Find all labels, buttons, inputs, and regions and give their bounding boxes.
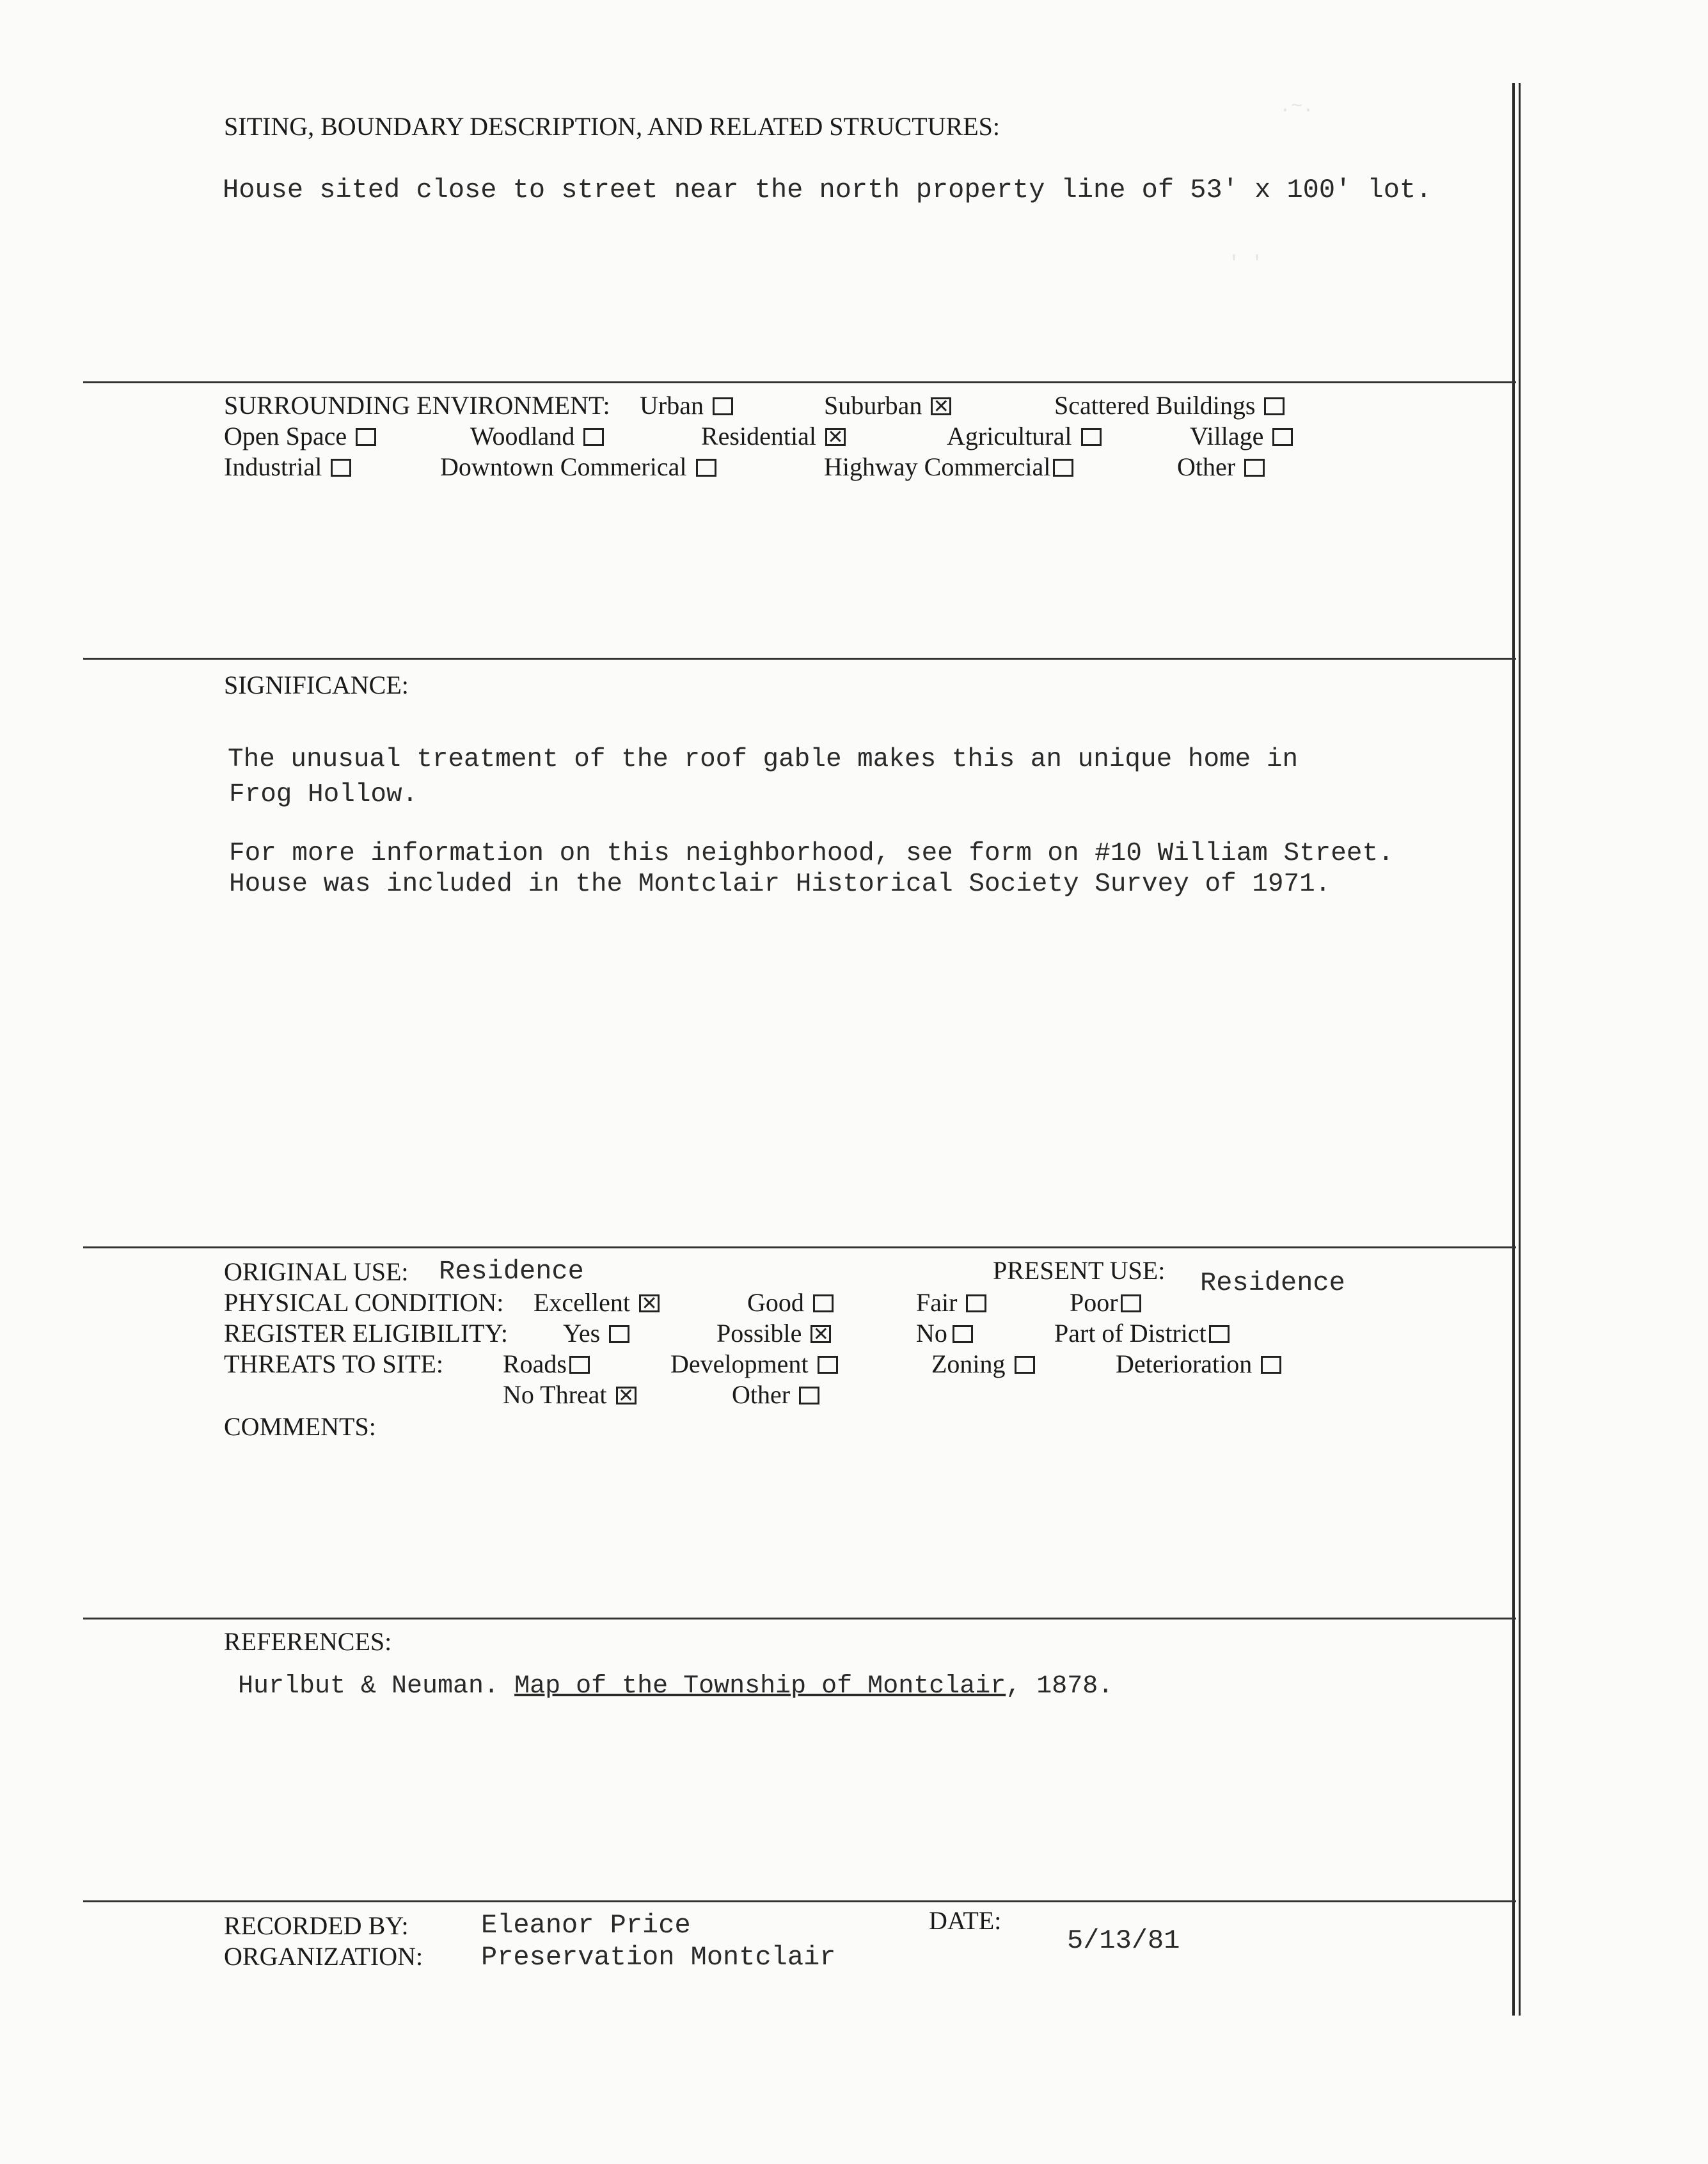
date-value: 5/13/81 [1067,1925,1180,1956]
recorded-by-label: RECORDED BY: [224,1911,409,1940]
option-industrial[interactable]: Industrial [224,454,351,480]
checkbox[interactable] [953,1325,973,1343]
checkbox[interactable] [813,1294,834,1312]
section-divider [83,381,1516,383]
section-divider [83,1246,1516,1248]
siting-text: House sited close to street near the north property line of 53' x 100' lot. [223,175,1432,205]
option-good[interactable]: Good [747,1290,834,1316]
physical-condition-label: PHYSICAL CONDITION: [224,1288,504,1317]
comments-label: COMMENTS: [224,1412,376,1441]
threats-label: THREATS TO SITE: [224,1349,443,1378]
organization-value: Preservation Montclair [481,1942,836,1973]
checkbox[interactable] [1081,428,1102,446]
right-border-line-inner [1519,83,1521,2016]
checkbox[interactable] [1121,1294,1141,1312]
option-woodland[interactable]: Woodland [470,424,604,449]
checkbox[interactable]: ✕ [616,1387,637,1404]
checkbox[interactable] [1272,428,1293,446]
checkbox[interactable]: ✕ [811,1325,831,1343]
reference-title: Map of the Township of Montclair [514,1672,1006,1701]
option-no[interactable]: No [916,1321,973,1346]
section-divider [83,1900,1516,1902]
option-no-threat[interactable]: No Threat ✕ [503,1382,637,1408]
checkbox[interactable] [569,1356,590,1374]
organization-label: ORGANIZATION: [224,1942,423,1971]
option-development[interactable]: Development [670,1351,838,1377]
significance-line: Frog Hollow. [229,780,418,809]
checkbox[interactable] [1264,397,1285,415]
option-highway-commercial[interactable]: Highway Commercial [824,454,1073,480]
checkbox[interactable] [799,1387,819,1404]
reference-entry [238,1671,1113,1702]
references-label: REFERENCES: [224,1627,392,1656]
checkbox[interactable] [696,459,716,477]
option-suburban[interactable]: Suburban ✕ [824,393,951,418]
date-label: DATE: [929,1906,1002,1935]
checkbox[interactable] [1053,459,1073,477]
option-part-of-district[interactable]: Part of District [1054,1321,1230,1346]
bleed-through-mark: .~. [1279,96,1315,118]
option-other[interactable]: Other [1177,454,1265,480]
checkbox[interactable]: ✕ [639,1294,660,1312]
checkbox[interactable] [1261,1356,1281,1374]
reference-author: Hurlbut & Neuman. [238,1672,500,1701]
option-residential[interactable]: Residential ✕ [701,424,846,449]
option-scattered-buildings[interactable]: Scattered Buildings [1054,393,1285,418]
register-eligibility-label: REGISTER ELIGIBILITY: [224,1319,509,1348]
siting-label: SITING, BOUNDARY DESCRIPTION, AND RELATED STRUCTURES: [224,112,1000,141]
present-use-value: Residence [1200,1268,1345,1298]
checkbox[interactable] [713,397,733,415]
checkbox[interactable] [966,1294,986,1312]
option-excellent[interactable]: Excellent ✕ [534,1290,660,1316]
checkbox[interactable]: ✕ [931,397,951,415]
option-open-space[interactable]: Open Space [224,424,376,449]
option-poor[interactable]: Poor [1070,1290,1141,1316]
option-zoning[interactable]: Zoning [931,1351,1035,1377]
checkbox[interactable]: ✕ [825,428,846,446]
surrounding-environment-label: SURROUNDING ENVIRONMENT: [224,391,610,420]
checkbox[interactable] [818,1356,838,1374]
right-border-line [1512,83,1515,2016]
checkbox[interactable] [609,1325,629,1343]
bleed-through-mark: ' ' [1228,253,1263,274]
significance-label: SIGNIFICANCE: [224,671,409,699]
option-urban[interactable]: Urban [640,393,733,418]
option-roads[interactable]: Roads [503,1351,590,1377]
significance-line: The unusual treatment of the roof gable makes this an unique home in [228,745,1299,774]
option-village[interactable]: Village [1190,424,1293,449]
option-possible[interactable]: Possible ✕ [716,1321,831,1346]
checkbox[interactable] [356,428,376,446]
checkbox[interactable] [1209,1325,1230,1343]
option-downtown-commerical[interactable]: Downtown Commerical [440,454,716,480]
option-yes[interactable]: Yes [563,1321,629,1346]
present-use-label: PRESENT USE: [993,1256,1166,1285]
checkbox[interactable] [1244,459,1265,477]
recorded-by-value: Eleanor Price [481,1910,691,1941]
significance-line: For more information on this neighborhood, see form on #10 William Street. [229,839,1394,868]
option-agricultural[interactable]: Agricultural [947,424,1102,449]
option-other-threat[interactable]: Other [732,1382,819,1408]
checkbox[interactable] [583,428,604,446]
original-use-label: ORIGINAL USE: [224,1257,409,1286]
section-divider [83,1618,1516,1619]
reference-year: , 1878. [1006,1672,1114,1701]
option-fair[interactable]: Fair [916,1290,986,1316]
option-deterioration[interactable]: Deterioration [1116,1351,1281,1377]
checkbox[interactable] [331,459,351,477]
checkbox[interactable] [1015,1356,1035,1374]
significance-line: House was included in the Montclair Historical Society Survey of 1971. [229,870,1331,899]
original-use-value: Residence [439,1256,584,1287]
section-divider [83,658,1516,660]
